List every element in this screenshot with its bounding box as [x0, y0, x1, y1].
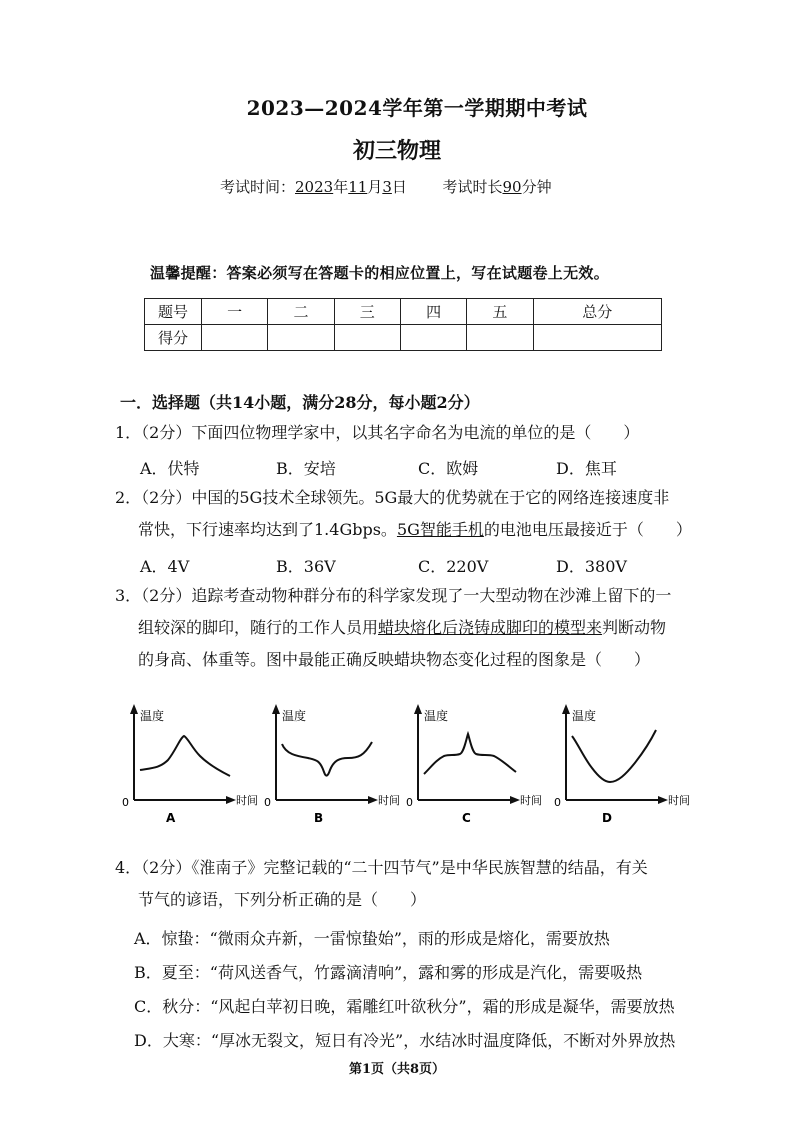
y-axis-arrow: [272, 704, 280, 714]
q4-option-c: C．秋分：“风起白苹初日晚，霜雕红叶欲秋分”，霜的形成是凝华，需要放热: [134, 997, 675, 1016]
score-cell: 得分: [145, 325, 202, 351]
y-axis-label: 温度: [282, 709, 307, 723]
page-footer: 第1页（共8页）: [348, 1062, 446, 1077]
graph-b: [262, 700, 412, 830]
exam-day: 3: [382, 178, 392, 196]
month-unit: 月: [367, 178, 383, 196]
score-cell: 五: [467, 299, 533, 325]
q3-text-end: 判断动物: [602, 618, 667, 637]
y-axis-arrow: [562, 704, 570, 714]
day-unit: 日: [391, 178, 407, 196]
score-cell: 三: [334, 299, 400, 325]
curve-c: [424, 734, 516, 774]
graph-d: [552, 700, 702, 830]
exam-title: 2023—2024学年第一学期期中考试: [246, 96, 588, 120]
origin-label: 0: [122, 796, 129, 809]
question-1-stem: 1．（2分）下面四位物理学家中，以其名字命名为电流的单位的是（ ）: [115, 423, 640, 442]
score-table-header-row: [145, 299, 662, 325]
question-3-line2: [138, 620, 666, 636]
score-cell: 一: [202, 299, 268, 325]
origin-label: 0: [554, 796, 561, 809]
q2-option-b: B．36V: [276, 557, 336, 576]
duration-unit: 分钟: [521, 178, 552, 196]
q3-text: 组较深的脚印，随行的工作人员用: [138, 618, 379, 637]
curve-b: [282, 742, 372, 776]
question-3-line1: 3．（2分）追踪考查动物种群分布的科学家发现了一大型动物在沙滩上留下的一: [115, 586, 672, 605]
score-table: [144, 298, 662, 351]
graph-label-c: C: [462, 811, 471, 825]
question-4-line2: 节气的谚语，下列分析正确的是（ ）: [138, 890, 427, 909]
graph-label-a: A: [166, 811, 176, 825]
q3-underlined-text: 蜡块熔化后浇铸成脚印的模型来: [378, 618, 603, 637]
year-unit: 年: [333, 178, 349, 196]
exam-time-label: 考试时间：: [220, 178, 296, 196]
q2-text: 常快，下行速率均达到了1.4Gbps。: [138, 520, 397, 539]
question-4-line1: 4．（2分）《淮南子》完整记载的“二十四节气”是中华民族智慧的结晶，有关: [115, 858, 648, 877]
y-axis-label: 温度: [424, 709, 449, 723]
exam-subject: 初三物理: [352, 138, 441, 164]
score-table-row: [145, 325, 662, 351]
score-input-cell: [533, 325, 661, 351]
score-input-cell: [268, 325, 334, 351]
q4-option-d: D．大寒：“厚冰无裂文，短日有冷光”，水结冰时温度降低，不断对外界放热: [134, 1031, 676, 1050]
graph-label-d: D: [602, 811, 612, 825]
score-input-cell: [334, 325, 400, 351]
duration-label: 考试时长: [442, 178, 503, 196]
q2-underlined-text: 5G智能手机: [396, 520, 484, 539]
curve-d: [572, 730, 656, 782]
score-cell: 总分: [533, 299, 661, 325]
score-cell: 题号: [145, 299, 202, 325]
exam-month: 11: [348, 178, 368, 196]
exam-info: [220, 176, 552, 197]
question-3-line3: 的身高、体重等。图中最能正确反映蜡块物态变化过程的图象是（ ）: [138, 650, 651, 669]
q4-option-b: B．夏至：“荷风送香气，竹露滴清响”，露和雾的形成是汽化，需要吸热: [134, 963, 643, 982]
section-heading: 一．选择题（共14小题，满分28分，每小题2分）: [120, 393, 480, 412]
x-axis-label: 时间: [378, 794, 400, 807]
curve-a: [140, 736, 230, 776]
y-axis-arrow: [130, 704, 138, 714]
q1-option-d: D．焦耳: [556, 459, 617, 478]
score-cell: 二: [268, 299, 334, 325]
graph-a: [120, 700, 270, 830]
x-axis-label: 时间: [520, 794, 542, 807]
score-input-cell: [202, 325, 268, 351]
y-axis-label: 温度: [572, 709, 597, 723]
q1-option-b: B．安培: [276, 459, 336, 478]
x-axis-arrow: [368, 796, 378, 804]
q2-option-c: C．220V: [418, 557, 489, 576]
q4-option-a: A．惊蛰：“微雨众卉新，一雷惊蛰始”，雨的形成是熔化，需要放热: [134, 929, 610, 948]
exam-year: 2023: [295, 178, 334, 196]
exam-duration: 90: [502, 178, 522, 196]
origin-label: 0: [264, 796, 271, 809]
graph-label-b: B: [314, 811, 324, 825]
q2-option-d: D．380V: [556, 557, 627, 576]
q2-text-end: 的电池电压最接近于（ ）: [483, 520, 692, 539]
score-input-cell: [400, 325, 466, 351]
graph-c: [404, 700, 554, 830]
x-axis-label: 时间: [668, 794, 690, 807]
x-axis-label: 时间: [236, 794, 258, 807]
notice: 温馨提醒：答案必须写在答题卡的相应位置上，写在试题卷上无效。: [150, 264, 610, 282]
score-cell: 四: [400, 299, 466, 325]
score-input-cell: [467, 325, 533, 351]
x-axis-arrow: [510, 796, 520, 804]
question-2-line2: [138, 522, 692, 538]
q2-option-a: A．4V: [140, 557, 190, 576]
question-2-line1: 2．（2分）中国的5G技术全球领先。5G最大的优势就在于它的网络连接速度非: [115, 488, 670, 507]
q1-option-c: C．欧姆: [418, 459, 479, 478]
x-axis-arrow: [226, 796, 236, 804]
y-axis-arrow: [414, 704, 422, 714]
x-axis-arrow: [658, 796, 668, 804]
q1-option-a: A．伏特: [140, 459, 200, 478]
origin-label: 0: [406, 796, 413, 809]
y-axis-label: 温度: [140, 709, 165, 723]
